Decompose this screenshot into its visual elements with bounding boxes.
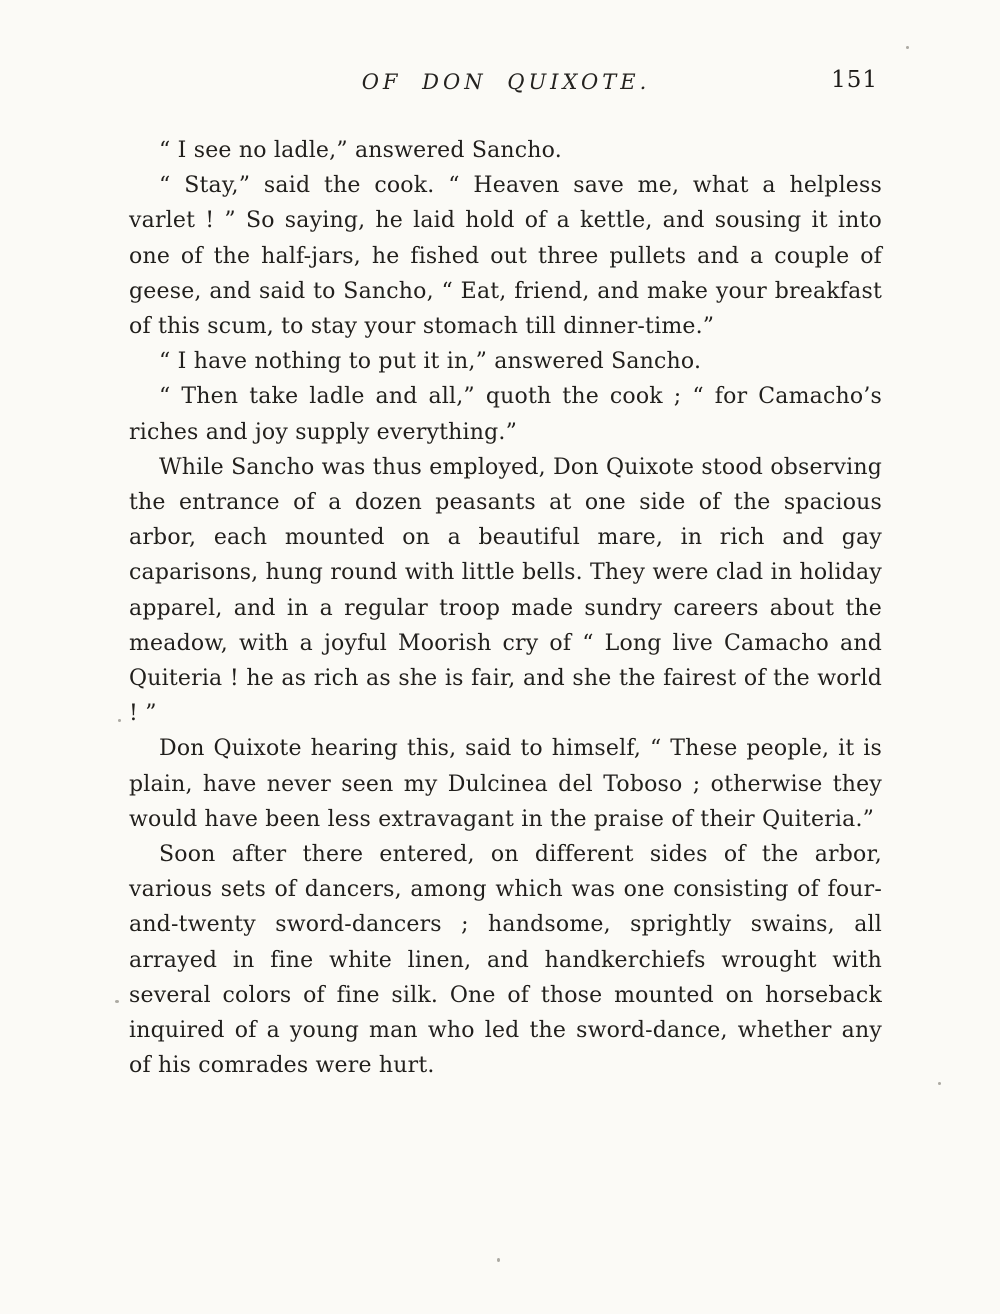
paragraph: “ Then take ladle and all,” quoth the cook ; “ for Camacho’s riches and joy supply everything.”	[129, 384, 882, 445]
paragraph: “ I have nothing to put it in,” answered Sancho.	[159, 349, 702, 375]
scan-speck	[115, 1000, 119, 1003]
paragraph: “ Stay,” said the cook. “ Heaven save me, what a helpless varlet ! ” So saying, he laid hold of a kettle, and sousing it into one of the half-jars, he fished out three pullets and a couple of geese, and said to Sancho, “ Eat, friend, and make your breakfast of this scum, to stay your stomach till dinner-time.”	[129, 173, 882, 340]
running-title: OF DON QUIXOTE.	[361, 70, 651, 94]
paragraph: Don Quixote hearing this, said to himself, “ These people, it is plain, have never seen my Dulcinea del Toboso ; otherwise they would have been less extravagant in the praise of their Quiteria.”	[129, 736, 882, 832]
paragraph: Soon after there entered, on different sides of the arbor, various sets of dancers, among which was one consisting of four-and-twenty sword-dancers ; handsome, sprightly swains, all arrayed in fine white linen, and handkerchiefs wrought with several colors of fine silk. One of those mounted on horseback inquired of a young man who led the sword-dance, whether any of his comrades were hurt.	[129, 842, 882, 1079]
page-body	[129, 133, 882, 1083]
paragraph: While Sancho was thus employed, Don Quixote stood observing the entrance of a dozen peasants at one side of the spacious arbor, each mounted on a beautiful mare, in rich and gay caparisons, hung round with little bells. They were clad in holiday apparel, and in a regular troop made sundry careers about the meadow, with a joyful Moorish cry of “ Long live Camacho and Quiteria ! he as rich as she is fair, and she the fairest of the world ! ”	[129, 454, 882, 727]
scan-speck	[497, 1258, 500, 1262]
page-header	[130, 67, 882, 104]
scan-speck	[938, 1082, 941, 1085]
scan-speck	[906, 46, 909, 49]
paragraph: “ I see no ladle,” answered Sancho.	[159, 138, 562, 163]
scan-speck	[118, 719, 121, 722]
page-number: 151	[831, 67, 878, 93]
